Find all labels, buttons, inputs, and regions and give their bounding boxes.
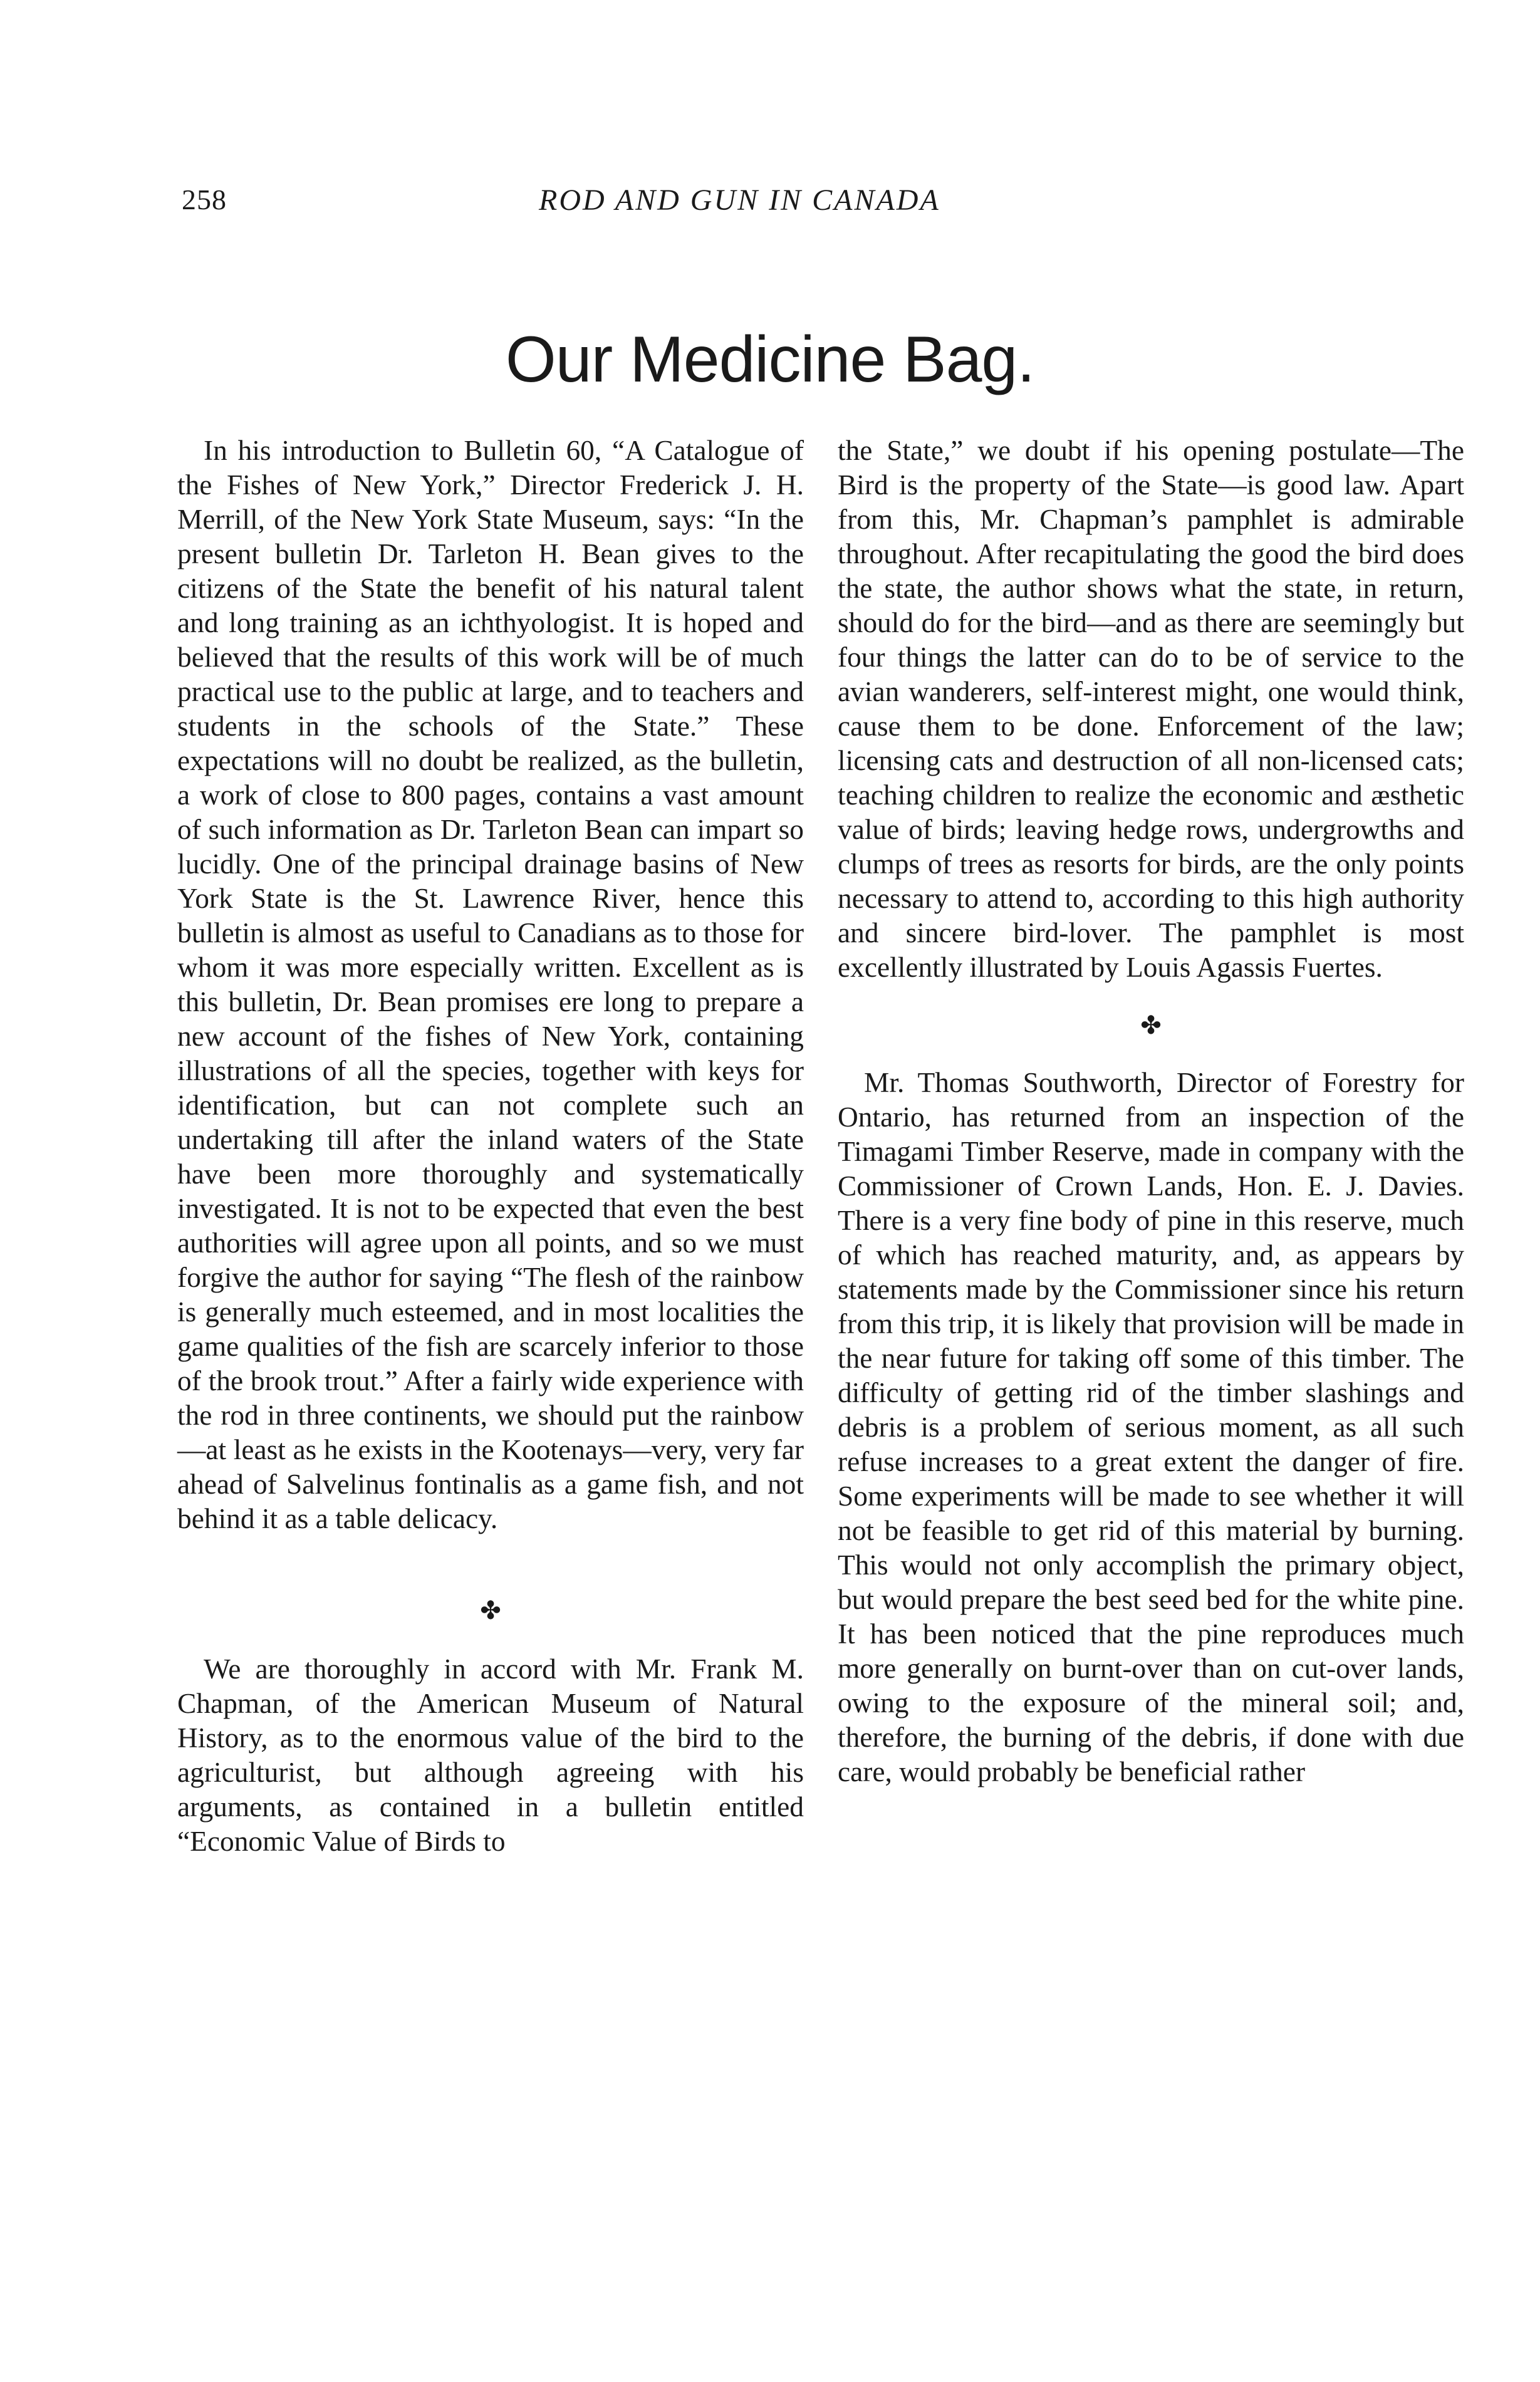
- leaf-ornament-icon: ✤: [1140, 1011, 1162, 1040]
- article-catalogue-of-fishes: In his introduction to Bulletin 60, “A Catalogue of the Fishes of New York,” Director Frederick J. H. Merrill, of the New York State Museum, says: “In the present bulletin Dr. Tarleton H. Bean gives to the citizens of the State the benefit of his natural talent and long training as an ichthyologist. It is hoped and believed that the results of this work will be of much practical use to the public at large, and to teachers and students in the schools of the State.” These expectations will no doubt be realized, as the bulletin, a work of close to 800 pages, contains a vast amount of such information as Dr. Tarleton Bean can impart so lucidly. One of the principal drainage basins of New York State is the St. Lawrence River, hence this bulletin is almost as useful to Canadians as to those for whom it was more especially written. Excellent as is this bulletin, Dr. Bean promises ere long to prepare a new account of the fishes of New York, containing illustrations of all the species, together with keys for identification, but can not complete such an undertaking till after the inland waters of the State have been more thoroughly and systematically investigated. It is not to be expected that even the best authorities will agree upon all points, and so we must forgive the author for saying “The flesh of the rainbow is generally much esteemed, and in most localities the game qualities of the fish are scarcely inferior to those of the brook trout.” After a fairly wide experience with the rod in three continents, we should put the rainbow—at least as he exists in the Kootenays—very, very far ahead of Salvelinus fontinalis as a game fish, and not behind it as a table delicacy.: [177, 435, 804, 1534]
- article-economic-value-of-birds-continued: the State,” we doubt if his opening postulate—The Bird is the property of the State—is good law. Apart from this, Mr. Chapman’s pamphlet is admirable throughout. After recapitulating the good the bird does the state, the author shows what the state, in return, should do for the bird—and as there are seemingly but four things the latter can do to be of service to the avian wanderers, self-interest might, one would think, cause them to be done. Enforcement of the law; licensing cats and destruction of all non-licensed cats; teaching children to realize the economic and æsthetic value of birds; leaving hedge rows, undergrowths and clumps of trees as resorts for birds, are the only points necessary to attend to, according to this high authority and sincere bird-lover. The pamphlet is most excellently illustrated by Louis Agassis Fuertes.: [838, 435, 1464, 983]
- article-economic-value-of-birds: We are thoroughly in accord with Mr. Frank M. Chapman, of the American Museum of Natural History, as to the enormous value of the bird to the agriculturist, but although agreeing with his arguments, as contained in a bulletin entitled “Economic Value of Birds to: [177, 1653, 804, 1857]
- article-timagami-timber-reserve: Mr. Thomas Southworth, Director of Forestry for Ontario, has returned from an inspection of the Timagami Timber Reserve, made in company with the Commissioner of Crown Lands, Hon. E. J. Davies. There is a very fine body of pine in this reserve, much of which has reached maturity, and, as appears by statements made by the Commissioner since his return from this trip, it is likely that provision will be made in the near future for taking off some of this timber. The difficulty of getting rid of the timber slashings and debris is a problem of serious moment, as all such refuse increases to a great extent the danger of fire. Some experiments will be made to see whether it will not be feasible to get rid of this material by burning. This would not only accomplish the primary object, but would prepare the best seed bed for the white pine. It has been noticed that the pine reproduces much more generally on burnt-over than on cut-over lands, owing to the exposure of the mineral soil; and, therefore, the burning of the debris, if done with due care, would probably be beneficial rather: [838, 1067, 1464, 1787]
- left-column: [177, 434, 804, 1859]
- journal-title: ROD AND GUN IN CANADA: [539, 184, 940, 217]
- section-title: Our Medicine Bag.: [505, 323, 1035, 396]
- leaf-ornament-icon: ✤: [480, 1596, 501, 1625]
- right-column: [838, 434, 1464, 1789]
- running-head: [182, 183, 1428, 221]
- page-number: 258: [182, 184, 227, 216]
